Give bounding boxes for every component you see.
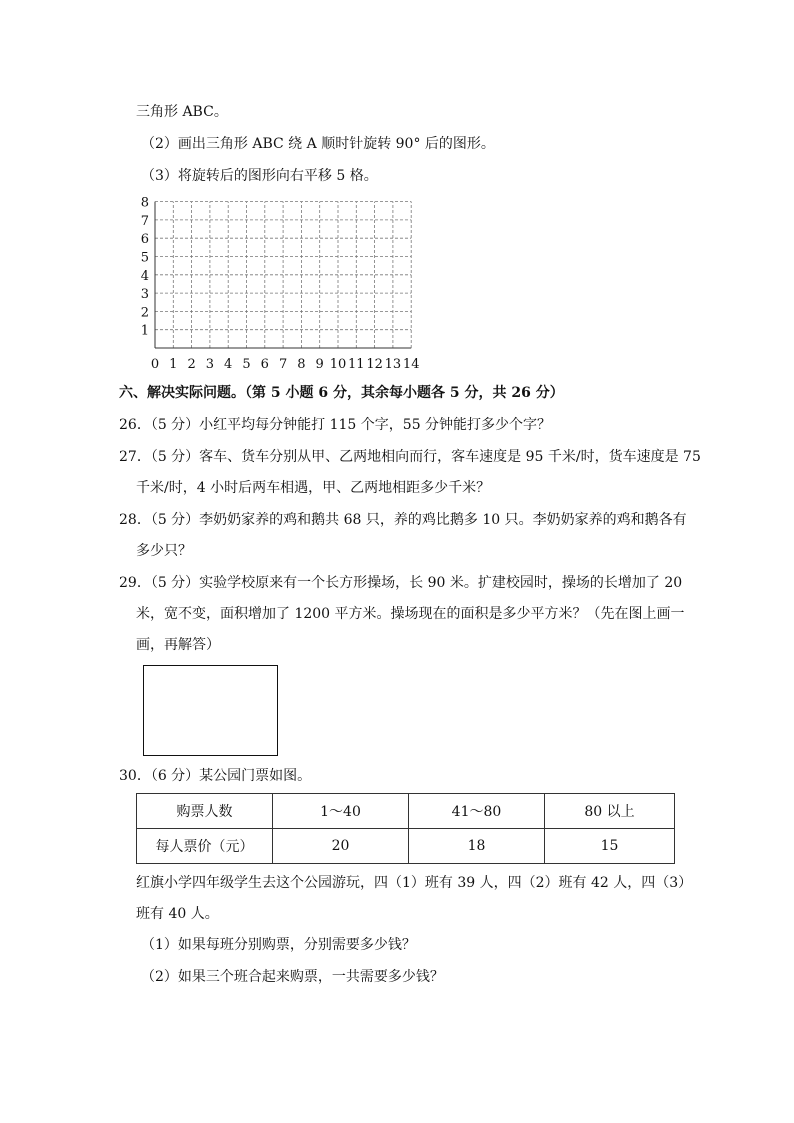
y-tick-label: 3 [140, 287, 149, 303]
x-axis-labels [151, 357, 420, 372]
problem-29-line3: 画，再解答） [136, 637, 220, 653]
x-tick-label: 7 [278, 357, 288, 372]
y-tick-label: 5 [140, 250, 149, 266]
table-row [137, 829, 675, 864]
x-tick-label: 13 [384, 357, 402, 372]
table-cell: 每人票价（元） [137, 829, 273, 864]
grid-lines [155, 202, 411, 348]
y-tick-label: 1 [140, 323, 149, 339]
question-2-text: （2）画出三角形 ABC 绕 A 顺时针旋转 90° 后的图形。 [141, 136, 495, 152]
x-tick-label: 14 [402, 357, 420, 372]
problem-29-line2: 米，宽不变，面积增加了 1200 平方米。操场现在的面积是多少平方米？（先在图上画一 [136, 606, 685, 622]
triangle-tail-text: 三角形 ABC。 [136, 104, 228, 120]
problem-30-desc-line2: 班有 40 人。 [136, 906, 219, 922]
y-tick-label: 6 [140, 232, 149, 248]
y-tick-label: 2 [140, 305, 149, 321]
x-tick-label: 12 [366, 357, 383, 372]
x-tick-label: 11 [348, 357, 365, 372]
problem-28-line1: 28．（5 分）李奶奶家养的鸡和鹅共 68 只，养的鸡比鹅多 10 只。李奶奶家养的鸡和鹅各有 [119, 512, 687, 528]
ticket-price-table [136, 793, 675, 864]
x-tick-label: 0 [150, 357, 160, 372]
y-tick-label: 4 [140, 268, 149, 284]
x-tick-label: 2 [187, 357, 196, 372]
question-3-text: （3）将旋转后的图形向右平移 5 格。 [141, 168, 378, 184]
problem-27-line1: 27．（5 分）客车、货车分别从甲、乙两地相向而行，客车速度是 95 千米/时，货车速度是 75 [119, 449, 701, 465]
y-tick-label: 8 [140, 195, 149, 211]
problem-30-question-1: （1）如果每班分别购票，分别需要多少钱？ [141, 937, 416, 953]
table-cell: 15 [545, 829, 675, 864]
problem-30-question-2: （2）如果三个班合起来购票，一共需要多少钱？ [141, 969, 444, 985]
problem-29-line1: 29．（5 分）实验学校原来有一个长方形操场，长 90 米。扩建校园时，操场的长增加了 20 [119, 575, 683, 591]
table-cell: 18 [409, 829, 545, 864]
table-cell: 20 [273, 829, 409, 864]
table-cell: 购票人数 [137, 794, 273, 829]
y-tick-label: 7 [140, 213, 149, 229]
x-tick-label: 9 [315, 357, 324, 372]
table-cell: 1～40 [273, 794, 409, 829]
problem-27-line2: 千米/时，4 小时后两车相遇，甲、乙两地相距多少千米？ [136, 480, 491, 496]
x-tick-label: 5 [242, 357, 251, 372]
x-tick-label: 6 [260, 357, 269, 372]
problem-26: 26．（5 分）小红平均每分钟能打 115 个字，55 分钟能打多少个字？ [119, 417, 552, 433]
x-tick-label: 3 [205, 357, 215, 372]
x-tick-label: 4 [224, 357, 233, 372]
x-tick-label: 10 [329, 357, 347, 372]
problem-30: 30．（6 分）某公园门票如图。 [119, 768, 312, 784]
section-6-heading: 六、解决实际问题。（第 5 小题 6 分，其余每小题各 5 分，共 26 分） [119, 385, 564, 401]
x-tick-label: 8 [297, 357, 306, 372]
problem-28-line2: 多少只？ [136, 543, 192, 559]
y-axis-labels [141, 196, 149, 339]
coordinate-grid [130, 195, 430, 373]
x-tick-label: 1 [169, 357, 178, 372]
table-row [137, 794, 675, 829]
problem-30-desc-line1: 红旗小学四年级学生去这个公园游玩，四（1）班有 39 人，四（2）班有 42 人，四（3） [136, 875, 693, 891]
playground-rectangle [143, 665, 278, 756]
table-cell: 80 以上 [545, 794, 675, 829]
table-cell: 41～80 [409, 794, 545, 829]
